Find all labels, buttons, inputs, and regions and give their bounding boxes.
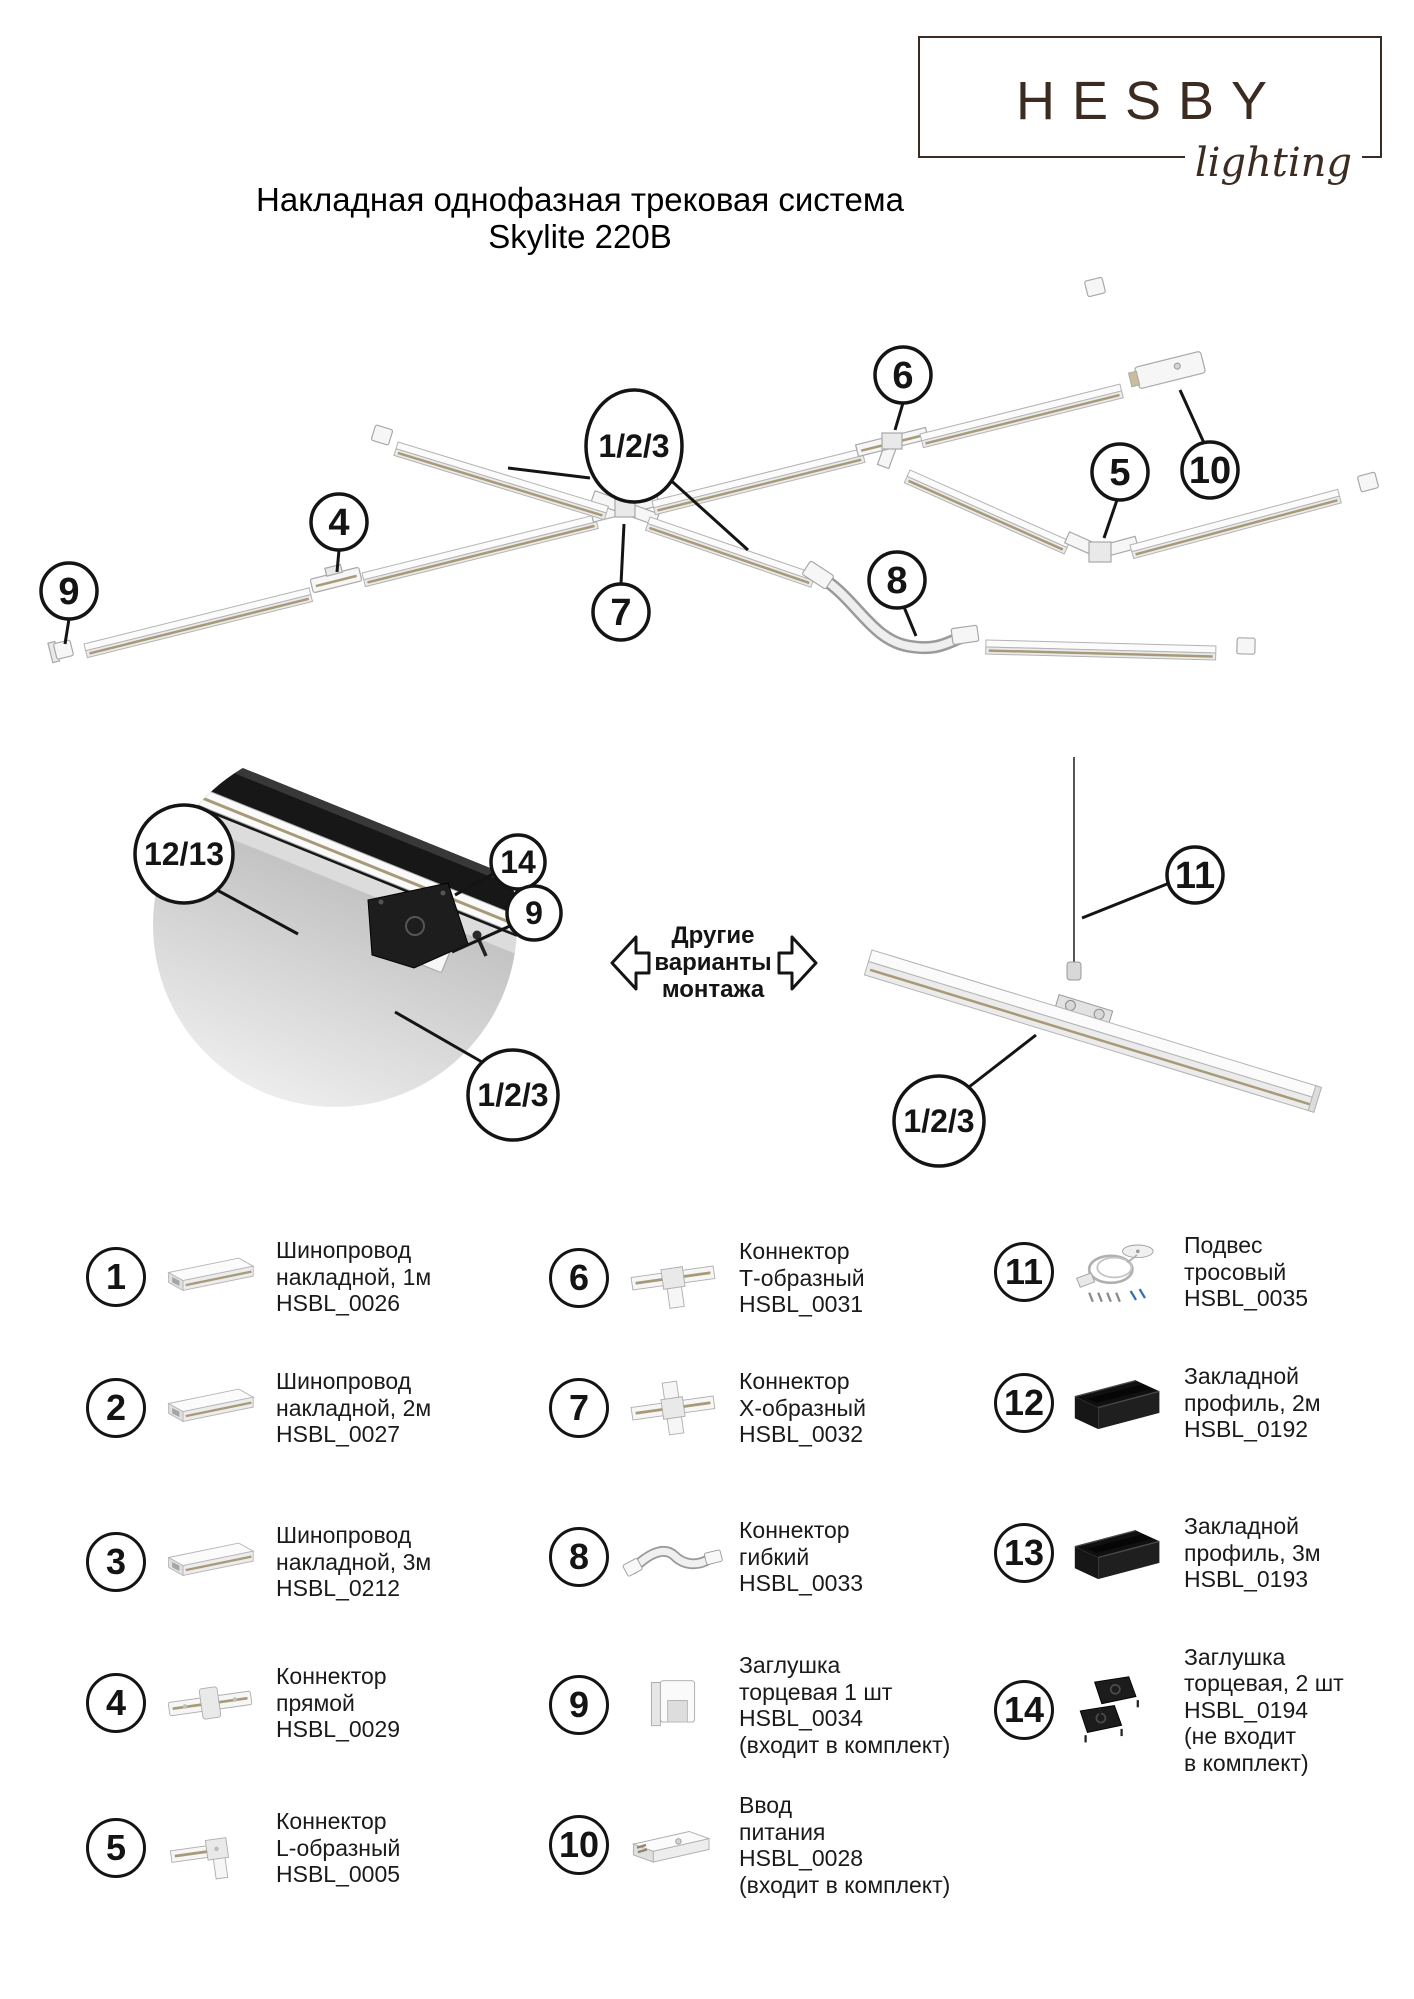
part-description: Коннектор L-образный HSBL_0005	[276, 1808, 401, 1888]
track-bar	[362, 515, 598, 587]
svg-text:6: 6	[892, 355, 914, 397]
part-description: Коннектор Х-образный HSBL_0032	[739, 1368, 866, 1448]
t-connector-figure	[856, 427, 929, 468]
part-item-mount-profile-2m	[994, 1348, 1321, 1458]
track-bar	[986, 640, 1216, 660]
track-bar	[652, 449, 865, 515]
callout-x-connector	[593, 524, 649, 640]
part-number-badge: 14	[994, 1680, 1054, 1740]
part-number-badge: 2	[86, 1378, 146, 1438]
brand-logo	[918, 36, 1382, 186]
page-title-line2: Skylite 220В	[488, 218, 672, 255]
svg-text:8: 8	[886, 560, 908, 602]
part-number-badge: 4	[86, 1673, 146, 1733]
part-item-power-feed	[549, 1790, 950, 1900]
svg-text:12/13: 12/13	[143, 836, 225, 872]
part-description: Коннектор гибкий HSBL_0033	[739, 1517, 864, 1597]
straight-connector-figure	[308, 560, 362, 592]
arrow-right-icon	[779, 937, 816, 989]
page-title-line1: Накладная однофазная трековая система	[256, 181, 904, 218]
track-icon	[156, 1365, 264, 1451]
part-number-badge: 3	[86, 1532, 146, 1592]
part-item-track-3m	[86, 1507, 431, 1617]
assembly-diagram	[0, 250, 1414, 1200]
svg-text:7: 7	[610, 592, 632, 634]
l-connector-icon	[156, 1805, 264, 1891]
track-icon	[156, 1234, 264, 1320]
svg-text:9: 9	[58, 571, 80, 613]
part-item-track-2m	[86, 1353, 431, 1463]
part-item-end-cap	[549, 1650, 950, 1760]
arrow-left-icon	[612, 937, 649, 989]
track-icon	[156, 1519, 264, 1605]
callout-l-connector	[1092, 444, 1148, 538]
mounting-note	[612, 922, 816, 1003]
svg-text:9: 9	[525, 895, 543, 931]
t-connector-icon	[619, 1235, 727, 1321]
svg-text:14: 14	[500, 844, 536, 880]
wire-gripper	[1067, 962, 1081, 980]
black-profile-icon	[1064, 1360, 1172, 1446]
part-item-track-1m	[86, 1222, 431, 1332]
part-description: Шинопровод накладной, 2м HSBL_0027	[276, 1368, 432, 1448]
part-description: Заглушка торцевая, 2 шт HSBL_0194 (не входит в комплект)	[1184, 1643, 1344, 1776]
callout-power-feed	[1180, 390, 1238, 498]
black-profile-icon	[1064, 1510, 1172, 1596]
callout-end-cap	[41, 563, 97, 644]
track-bar	[84, 588, 312, 658]
track-bar	[904, 470, 1070, 554]
part-number-badge: 10	[549, 1815, 609, 1875]
end-cap-figure	[1237, 638, 1255, 654]
track-bar	[645, 517, 815, 587]
part-number-badge: 7	[549, 1378, 609, 1438]
end-cap-figure	[48, 638, 74, 663]
svg-text:5: 5	[1109, 452, 1131, 494]
part-item-l-connector	[86, 1793, 400, 1903]
end-cap-figure	[1357, 472, 1379, 492]
part-description: Заглушка торцевая 1 шт HSBL_0034 (входит в комплект)	[739, 1652, 951, 1758]
part-number-badge: 12	[994, 1373, 1054, 1433]
brand-tagline: lighting	[1185, 140, 1362, 186]
part-description: Шинопровод накладной, 1м HSBL_0026	[276, 1237, 432, 1317]
part-description: Закладной профиль, 2м HSBL_0192	[1184, 1363, 1321, 1443]
x-connector-icon	[619, 1365, 727, 1451]
part-number-badge: 13	[994, 1523, 1054, 1583]
part-item-suspension	[994, 1217, 1308, 1327]
part-number-badge: 6	[549, 1248, 609, 1308]
part-number-badge: 9	[549, 1675, 609, 1735]
power-feed-figure	[1128, 351, 1206, 390]
page-title	[0, 181, 1160, 255]
callout-suspension	[1082, 847, 1223, 918]
svg-text:10: 10	[1188, 450, 1232, 492]
callout-tracks-suspended	[894, 1035, 1036, 1166]
part-number-badge: 11	[994, 1242, 1054, 1302]
callout-straight-connector	[311, 494, 367, 572]
part-item-mount-profile-3m	[994, 1498, 1321, 1608]
black-end-plates-icon	[1064, 1667, 1172, 1753]
part-description: Ввод питания HSBL_0028 (входит в комплект)	[739, 1792, 951, 1898]
track-bar	[394, 442, 608, 520]
track-bar	[1130, 489, 1341, 558]
part-item-t-connector	[549, 1223, 865, 1333]
part-item-flex-connector	[549, 1502, 863, 1612]
part-description: Шинопровод накладной, 3м HSBL_0212	[276, 1522, 432, 1602]
callout-tracks-top	[508, 390, 748, 550]
power-feed-icon	[619, 1802, 727, 1888]
svg-text:4: 4	[328, 502, 350, 544]
callout-t-connector	[875, 347, 931, 430]
part-number-badge: 8	[549, 1527, 609, 1587]
part-number-badge: 5	[86, 1818, 146, 1878]
svg-text:Другие: Другие	[671, 922, 755, 949]
brand-name: HESBY	[1015, 71, 1285, 131]
straight-connector-icon	[156, 1660, 264, 1746]
suspension-kit-icon	[1064, 1229, 1172, 1315]
track-bar	[920, 384, 1123, 447]
svg-text:1/2/3: 1/2/3	[903, 1103, 975, 1139]
part-description: Закладной профиль, 3м HSBL_0193	[1184, 1513, 1321, 1593]
flex-connector-icon	[619, 1514, 727, 1600]
svg-text:монтажа: монтажа	[661, 976, 765, 1003]
svg-text:1/2/3: 1/2/3	[598, 428, 670, 464]
l-connector-figure	[1065, 532, 1139, 562]
part-item-end-plates	[994, 1640, 1344, 1780]
part-description: Коннектор прямой HSBL_0029	[276, 1663, 401, 1743]
part-item-straight-connector	[86, 1648, 400, 1758]
svg-text:варианты: варианты	[654, 949, 772, 976]
svg-text:11: 11	[1174, 855, 1216, 897]
end-cap-figure	[371, 425, 393, 446]
part-number-badge: 1	[86, 1247, 146, 1307]
svg-text:1/2/3: 1/2/3	[477, 1077, 549, 1113]
end-cap-figure	[1084, 277, 1105, 297]
part-description: Коннектор Т-образный HSBL_0031	[739, 1238, 865, 1318]
part-item-x-connector	[549, 1353, 866, 1463]
end-cap-icon	[619, 1662, 727, 1748]
part-description: Подвес тросовый HSBL_0035	[1184, 1232, 1309, 1312]
